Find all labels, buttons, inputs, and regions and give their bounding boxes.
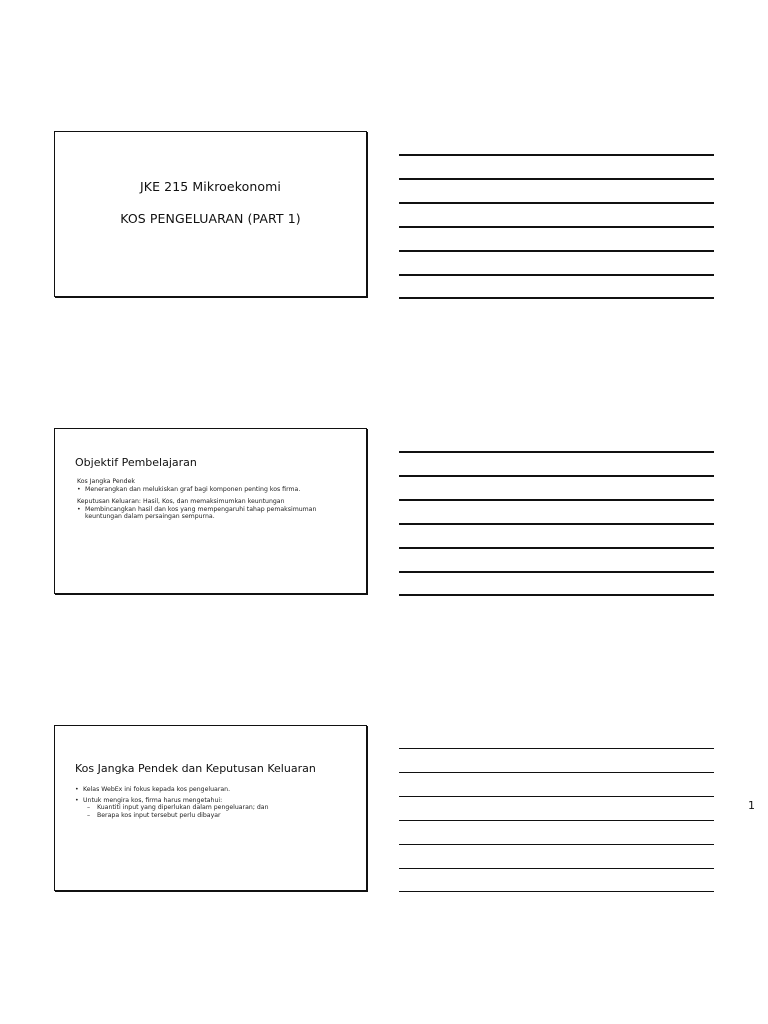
- note-line: [399, 154, 714, 156]
- note-line: [399, 475, 714, 477]
- slide-title-block: [55, 179, 366, 226]
- slide-thumbnail-3: [54, 725, 367, 891]
- note-line: [399, 297, 714, 299]
- note-line: [399, 772, 714, 773]
- note-line: [399, 250, 714, 252]
- note-line: [399, 451, 714, 453]
- sub-bullet-item: – Kuantiti input yang diperlukan dalam pengeluaran; dan: [75, 804, 344, 812]
- note-line: [399, 226, 714, 228]
- note-line: [399, 274, 714, 276]
- note-line: [399, 868, 714, 869]
- slide-heading: Objektif Pembelajaran: [75, 456, 197, 469]
- note-line: [399, 499, 714, 501]
- bullet-item: • Menerangkan dan melukiskan graf bagi komponen penting kos firma.: [77, 486, 344, 494]
- note-line: [399, 178, 714, 180]
- topic-title: KOS PENGELUARAN (PART 1): [120, 211, 301, 226]
- note-line: [399, 202, 714, 204]
- bullet-item: • Untuk mengira kos, firma harus mengetahui:: [75, 797, 344, 805]
- slide-heading: Kos Jangka Pendek dan Keputusan Keluaran: [75, 762, 316, 775]
- slide-thumbnail-2: [54, 428, 367, 594]
- note-line: [399, 796, 714, 797]
- note-line: [399, 571, 714, 573]
- section-label: Kos Jangka Pendek: [77, 478, 135, 485]
- note-line: [399, 820, 714, 821]
- slide-thumbnail-1: [54, 131, 367, 297]
- note-line: [399, 844, 714, 845]
- page-number: 1: [748, 799, 755, 812]
- slide-body: [75, 786, 344, 819]
- bullet-item: • Membincangkan hasil dan kos yang mempengaruhi tahap pemaksimuman keuntungan dalam persaingan sempurna.: [77, 506, 344, 521]
- slide-body: [77, 478, 344, 521]
- note-line: [399, 523, 714, 525]
- note-line: [399, 594, 714, 596]
- note-line: [399, 891, 714, 892]
- bullet-item: • Kelas WebEx ini fokus kepada kos pengeluaran.: [75, 786, 344, 794]
- note-line: [399, 547, 714, 549]
- section-label: Keputusan Keluaran: Hasil, Kos, dan memaksimumkan keuntungan: [77, 498, 285, 506]
- course-title: JKE 215 Mikroekonomi: [140, 179, 281, 194]
- sub-bullet-item: – Berapa kos input tersebut perlu dibayar: [75, 812, 344, 820]
- note-line: [399, 748, 714, 749]
